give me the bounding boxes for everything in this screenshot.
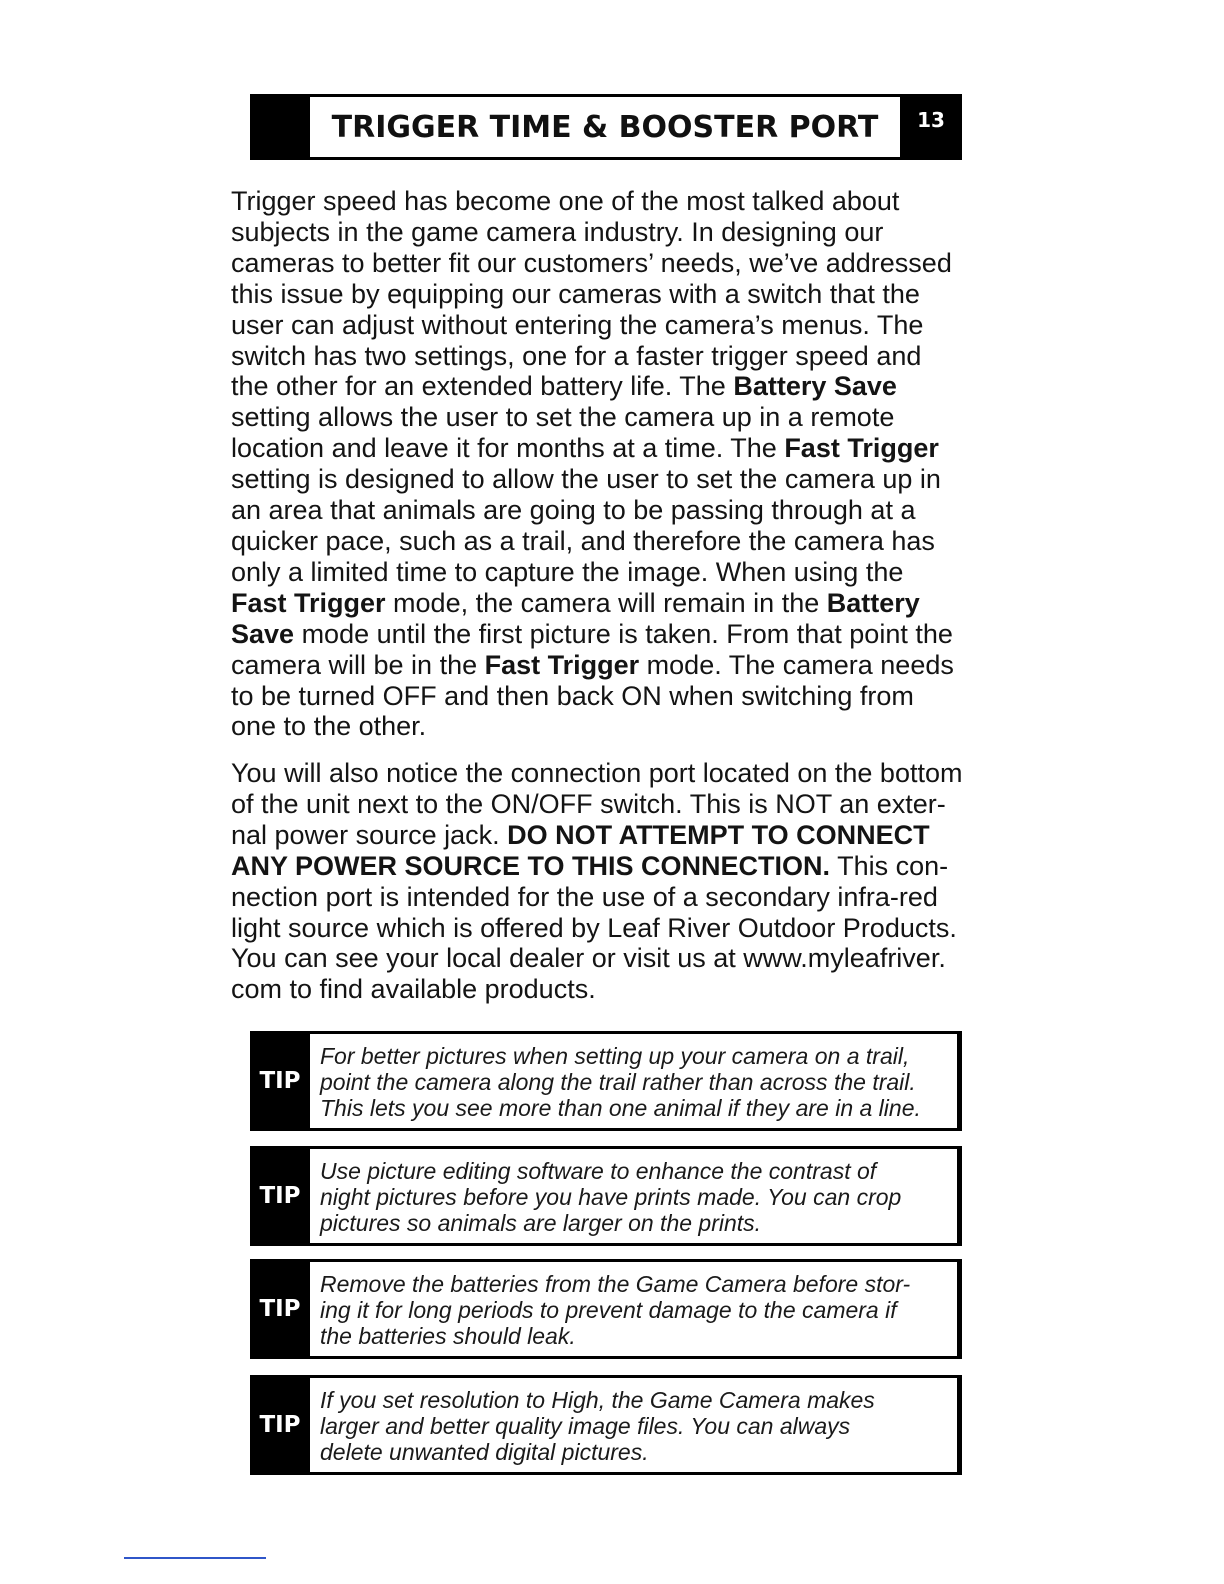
text-line <box>231 495 991 526</box>
text-line <box>231 371 991 402</box>
text-line <box>231 310 991 341</box>
bold-text: Battery <box>826 587 920 618</box>
tip-line: night pictures before you have prints made. You can crop <box>320 1184 902 1210</box>
tip-line: For better pictures when setting up your camera on a trail, <box>320 1043 910 1069</box>
text-line <box>231 619 991 650</box>
tip-content-box <box>310 1378 957 1472</box>
text-run: Trigger speed has become one of the most talked about <box>231 186 900 216</box>
text-run: subjects in the game camera industry. In designing our <box>231 216 884 247</box>
tip-line: larger and better quality image files. You can always <box>320 1413 851 1439</box>
section-title: TRIGGER TIME & BOOSTER PORT <box>331 109 879 145</box>
bold-text: Save <box>231 618 295 649</box>
section-title-box <box>310 97 900 157</box>
text-run: switch has two settings, one for a faster trigger speed and <box>231 340 922 371</box>
tip-line: If you set resolution to High, the Game Camera makes <box>320 1387 875 1413</box>
text-line <box>231 650 991 681</box>
tip-line: pictures so animals are larger on the prints. <box>320 1210 762 1236</box>
text-run: nection port is intended for the use of a secondary infra-red <box>231 881 938 912</box>
text-run: one to the other. <box>231 711 427 742</box>
text-line <box>231 758 991 789</box>
text-run: cameras to better fit our customers’ needs, we’ve addressed <box>231 247 952 278</box>
text-line <box>231 433 991 464</box>
tip-text <box>320 1043 921 1121</box>
text-line <box>231 681 991 712</box>
text-line <box>231 217 991 248</box>
tip-box <box>250 1031 962 1131</box>
tip-content-box <box>310 1262 957 1356</box>
text-run: You will also notice the connection port located on the bottom <box>231 758 963 788</box>
text-line <box>231 789 991 820</box>
text-run: setting is designed to allow the user to set the camera up in <box>231 464 941 495</box>
text-line <box>231 882 991 913</box>
tip-content-box <box>310 1149 957 1243</box>
text-run: mode. The camera needs <box>639 649 954 680</box>
page-number: 13 <box>917 108 945 132</box>
text-run: the other for an extended battery life. The <box>231 371 734 402</box>
text-line <box>231 851 991 882</box>
text-run: camera will be in the <box>231 649 485 680</box>
text-run: an area that animals are going to be passing through at a <box>231 495 916 526</box>
text-line <box>231 588 991 619</box>
bold-text: Battery Save <box>733 371 897 402</box>
tip-line: Use picture editing software to enhance the contrast of <box>320 1158 877 1184</box>
bold-text: ANY POWER SOURCE TO THIS CONNECTION. <box>231 850 831 881</box>
text-run: quicker pace, such as a trail, and therefore the camera has <box>231 525 935 556</box>
tip-label: TIP <box>259 1296 301 1322</box>
text-line <box>231 186 991 217</box>
text-line <box>231 943 991 974</box>
text-line <box>231 974 991 1005</box>
text-run: nal power source jack. <box>231 819 508 850</box>
text-line <box>231 557 991 588</box>
tip-line: the batteries should leak. <box>320 1323 576 1349</box>
paragraph-trigger-speed <box>231 186 991 742</box>
text-line <box>231 341 991 372</box>
text-run: user can adjust without entering the camera’s menus. The <box>231 309 924 340</box>
bold-text: Fast Trigger <box>784 433 939 464</box>
tip-text <box>320 1387 875 1465</box>
text-run: only a limited time to capture the image. When using the <box>231 556 904 587</box>
tip-content-box <box>310 1034 957 1128</box>
paragraph-booster-port <box>231 758 991 1005</box>
tip-line: delete unwanted digital pictures. <box>320 1439 649 1465</box>
text-line <box>231 711 991 742</box>
tip-box <box>250 1146 962 1246</box>
text-line <box>231 820 991 851</box>
bold-text: Fast Trigger <box>484 649 640 680</box>
text-run: setting allows the user to set the camera up in a remote <box>231 402 895 433</box>
text-run: this issue by equipping our cameras with a switch that the <box>231 278 920 309</box>
tip-box <box>250 1259 962 1359</box>
text-run: You can see your local dealer or visit us at www.myleafriver. <box>231 943 946 974</box>
tip-label: TIP <box>259 1412 301 1438</box>
tip-line: Remove the batteries from the Game Camera before stor- <box>320 1271 911 1297</box>
bold-text: DO NOT ATTEMPT TO CONNECT <box>507 819 930 850</box>
tip-text <box>320 1271 910 1349</box>
footnote-rule <box>124 1557 266 1559</box>
tip-label: TIP <box>259 1068 301 1094</box>
tip-text <box>320 1158 901 1236</box>
text-run: to be turned OFF and then back ON when switching from <box>231 680 914 711</box>
text-run: light source which is offered by Leaf River Outdoor Products. <box>231 912 957 943</box>
text-run: of the unit next to the ON/OFF switch. This is NOT an exter- <box>231 788 946 819</box>
text-line <box>231 248 991 279</box>
text-run: This con- <box>830 850 949 881</box>
tip-label: TIP <box>259 1183 301 1209</box>
text-run: location and leave it for months at a time. The <box>231 433 785 464</box>
text-run: mode, the camera will remain in the <box>385 587 827 618</box>
tip-line: ing it for long periods to prevent damage to the camera if <box>320 1297 897 1323</box>
tip-line: This lets you see more than one animal if they are in a line. <box>320 1095 921 1121</box>
text-run: mode until the first picture is taken. From that point the <box>294 618 953 649</box>
section-header <box>250 94 962 160</box>
tip-line: point the camera along the trail rather than across the trail. <box>320 1069 916 1095</box>
bold-text: Fast Trigger <box>231 587 386 618</box>
text-line <box>231 913 991 944</box>
text-line <box>231 464 991 495</box>
text-line <box>231 526 991 557</box>
tip-box <box>250 1375 962 1475</box>
text-run: com to find available products. <box>231 974 596 1005</box>
text-line <box>231 402 991 433</box>
text-line <box>231 279 991 310</box>
